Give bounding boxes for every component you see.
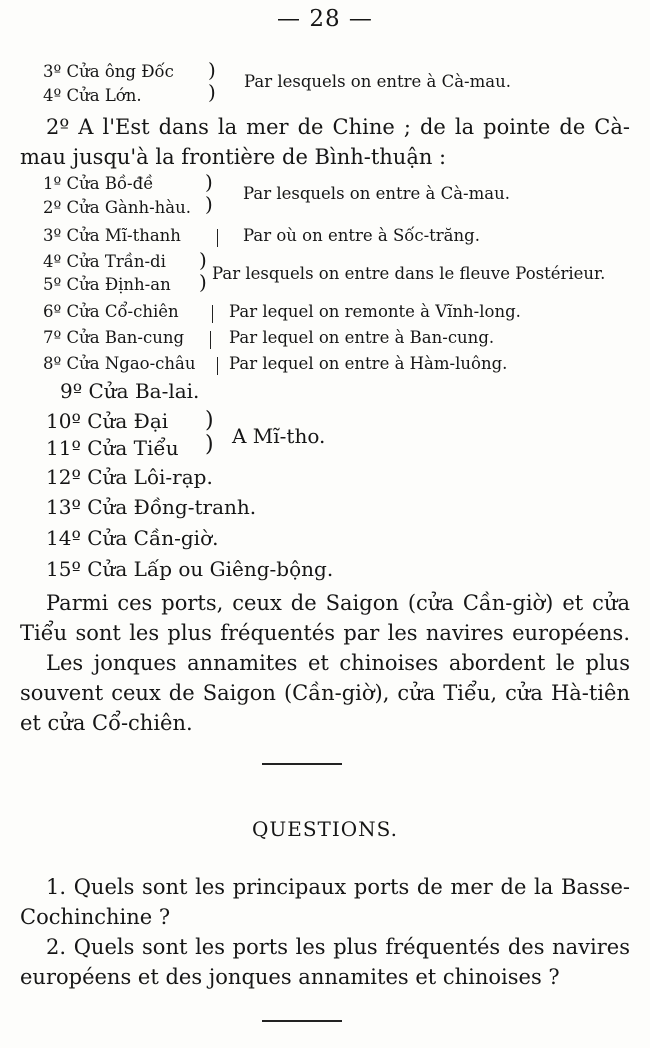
port-list-item: 3º Cửa Mĩ-thanh: [43, 226, 181, 245]
port-note: Par lequel on entre à Hàm-luông.: [229, 354, 508, 373]
divider: [262, 1020, 342, 1022]
port-note: Par lesquels on entre à Cà-mau.: [243, 184, 510, 203]
separator-bar: [217, 229, 218, 247]
question: [20, 872, 630, 932]
port-list-item: 6º Cửa Cổ-chiên: [43, 302, 179, 321]
port-list-item: 9º Cửa Ba-lai.: [60, 379, 200, 403]
question-line: 1. Quels sont les principaux ports de mer de la Basse-: [46, 875, 630, 899]
port-note: Par lesquels on entre dans le fleuve Postérieur.: [212, 264, 606, 283]
question: [20, 932, 630, 992]
separator-bar: [217, 357, 218, 375]
port-list-item: 7º Cửa Ban-cung: [43, 328, 185, 347]
paragraph-line: Parmi ces ports, ceux de Saigon (cửa Cần-giờ) et cửa: [46, 591, 630, 615]
paragraph-line: et cửa Cổ-chiên.: [20, 711, 193, 735]
port-list-item: 4º Cửa Trần-di: [43, 252, 166, 271]
paragraph: [20, 588, 630, 648]
port-list-item: 12º Cửa Lôi-rạp.: [46, 465, 213, 489]
questions-heading: QUESTIONS.: [251, 817, 399, 841]
port-note: Par lesquels on entre à Cà-mau.: [244, 72, 511, 91]
port-list-item: 1º Cửa Bồ-đề: [43, 174, 154, 193]
port-list-item: 11º Cửa Tiểu: [46, 436, 179, 460]
intro-line: mau jusqu'à la frontière de Bình-thuận :: [20, 145, 447, 169]
port-note: Par lequel on entre à Ban-cung.: [229, 328, 495, 347]
brace: ): [205, 192, 213, 216]
port-list-item: 8º Cửa Ngao-châu: [43, 354, 196, 373]
brace: ): [208, 58, 216, 82]
separator-bar: [212, 305, 213, 323]
port-note: Par lequel on remonte à Vĩnh-long.: [229, 302, 521, 321]
paragraph-line: Tiểu sont les plus fréquentés par les navires européens.: [20, 621, 630, 645]
port-list-item: 3º Cửa ông Đốc: [43, 62, 174, 81]
separator-bar: [210, 331, 211, 349]
port-note: Par où on entre à Sốc-trăng.: [243, 226, 480, 245]
page-number: — 28 —: [277, 6, 373, 32]
intro-line: 2º A l'Est dans la mer de Chine ; de la pointe de Cà-: [46, 115, 630, 139]
paragraph-line: Les jonques annamites et chinoises abordent le plus: [46, 651, 630, 675]
port-list-item: 13º Cửa Đồng-tranh.: [46, 495, 257, 519]
port-list-item: 15º Cửa Lấp ou Giêng-bộng.: [46, 557, 334, 581]
brace: ): [199, 270, 207, 294]
paragraph: [20, 648, 630, 738]
port-list-item: 10º Cửa Đại: [46, 409, 169, 433]
question-line: européens et des jonques annamites et chinoises ?: [20, 965, 560, 989]
brace: ): [205, 408, 214, 433]
paragraph-line: souvent ceux de Saigon (Cần-giờ), cửa Tiểu, cửa Hà-tiên: [20, 681, 630, 705]
divider: [262, 763, 342, 765]
brace: ): [208, 80, 216, 104]
brace: ): [205, 432, 214, 457]
question-line: Cochinchine ?: [20, 905, 171, 929]
port-list-item: 4º Cửa Lớn.: [43, 86, 142, 105]
port-list-item: 5º Cửa Định-an: [43, 275, 171, 294]
port-list-item: 14º Cửa Cần-giờ.: [46, 526, 219, 550]
brace: ): [205, 170, 213, 194]
section-intro: [20, 112, 630, 172]
question-line: 2. Quels sont les ports les plus fréquentés des navires: [46, 935, 630, 959]
port-list-item: 2º Cửa Gành-hàu.: [43, 198, 192, 217]
brace: ): [199, 248, 207, 272]
port-note: A Mĩ-tho.: [232, 424, 326, 448]
